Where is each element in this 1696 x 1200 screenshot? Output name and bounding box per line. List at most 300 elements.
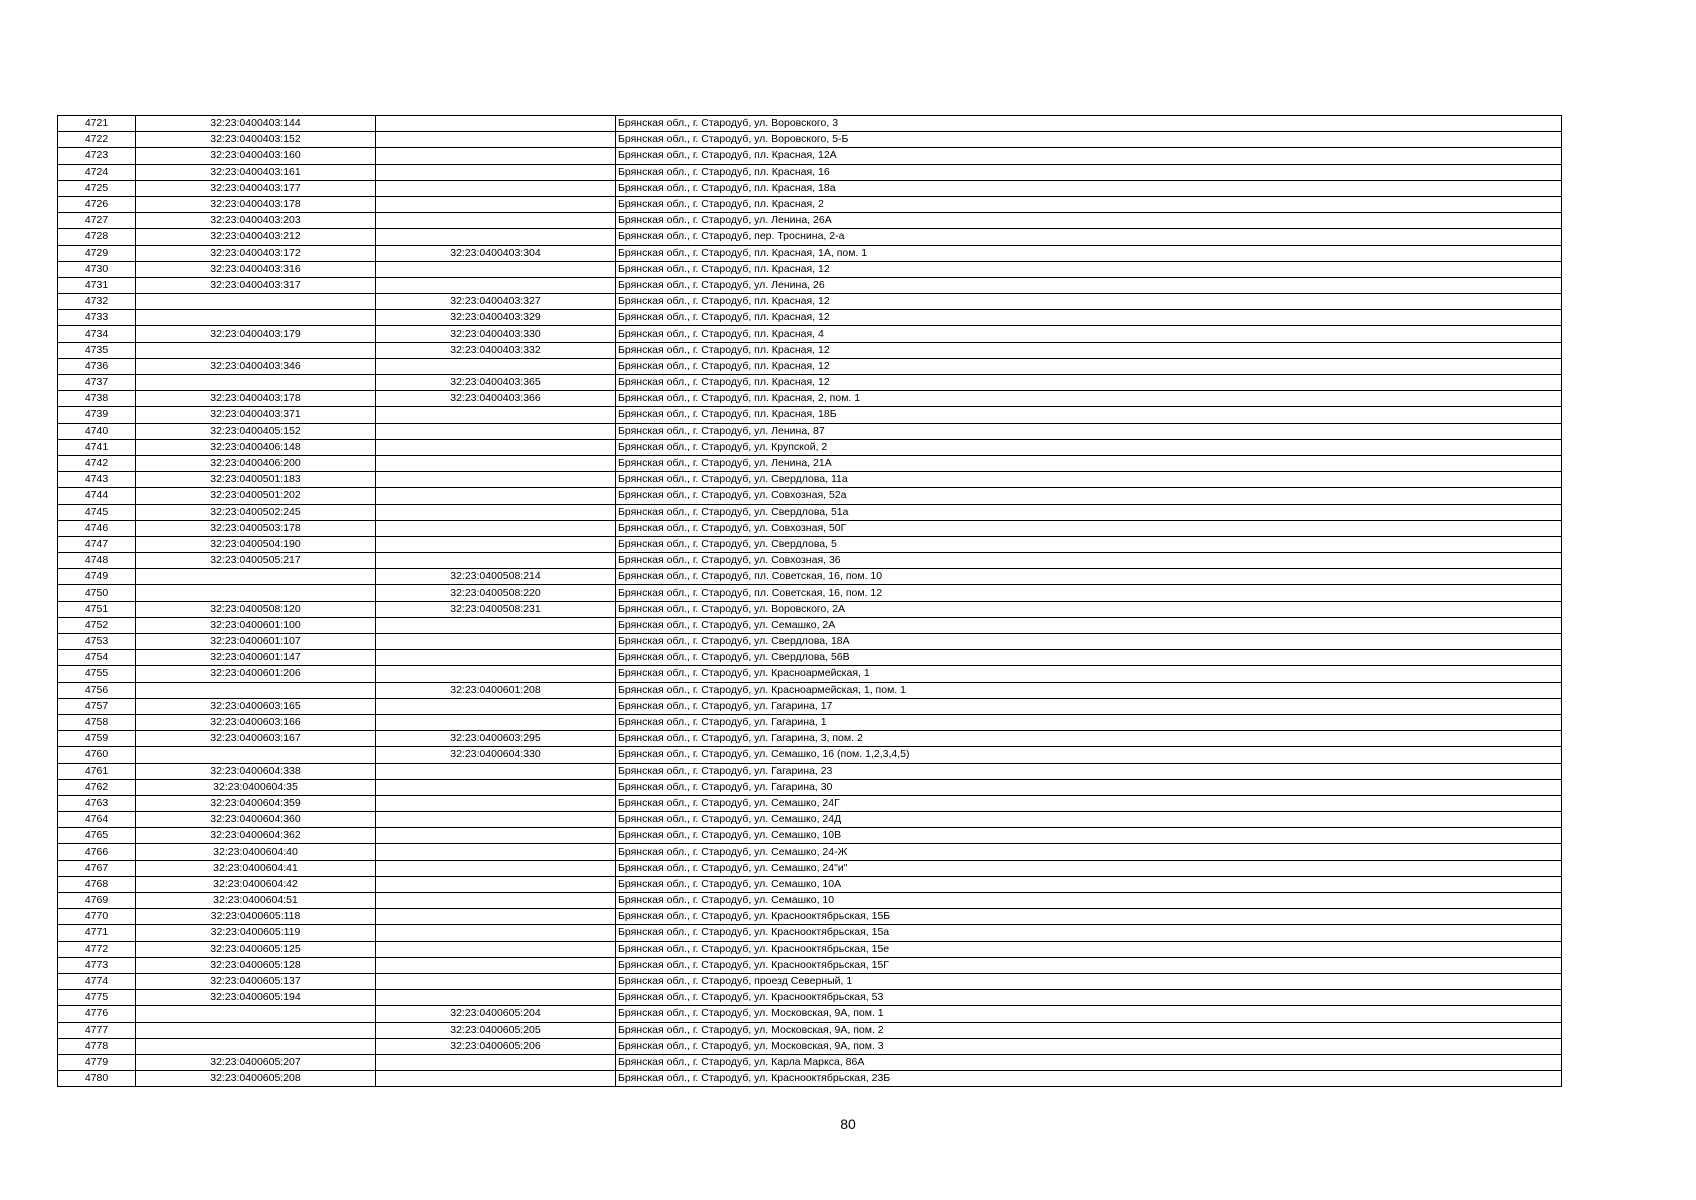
parent-cadastral-number-cell (376, 504, 616, 520)
table-row (58, 342, 1562, 358)
row-number-cell: 4760 (58, 747, 136, 763)
table-row (58, 779, 1562, 795)
table-row (58, 747, 1562, 763)
parent-cadastral-number-cell (376, 180, 616, 196)
address-cell: Брянская обл., г. Стародуб, ул. Ленина, 21А (616, 455, 1562, 471)
parent-cadastral-number-cell (376, 893, 616, 909)
address-cell: Брянская обл., г. Стародуб, ул. Краснооктябрьская, 15Г (616, 957, 1562, 973)
parent-cadastral-number-cell (376, 196, 616, 212)
table-row (58, 763, 1562, 779)
cadastral-number-cell: 32:23:0400403:178 (136, 391, 376, 407)
row-number-cell: 4753 (58, 634, 136, 650)
parent-cadastral-number-cell (376, 261, 616, 277)
cadastral-number-cell: 32:23:0400605:207 (136, 1054, 376, 1070)
table-row (58, 828, 1562, 844)
row-number-cell: 4761 (58, 763, 136, 779)
table-row (58, 1022, 1562, 1038)
address-cell: Брянская обл., г. Стародуб, пл. Советская, 16, пом. 10 (616, 569, 1562, 585)
parent-cadastral-number-cell: 32:23:0400605:204 (376, 1006, 616, 1022)
table-row (58, 310, 1562, 326)
table-row (58, 585, 1562, 601)
cadastral-number-cell: 32:23:0400604:51 (136, 893, 376, 909)
cadastral-number-cell: 32:23:0400605:194 (136, 990, 376, 1006)
table-row (58, 196, 1562, 212)
parent-cadastral-number-cell (376, 520, 616, 536)
row-number-cell: 4729 (58, 245, 136, 261)
address-cell: Брянская обл., г. Стародуб, пл. Красная, 18а (616, 180, 1562, 196)
table-row (58, 229, 1562, 245)
row-number-cell: 4768 (58, 876, 136, 892)
row-number-cell: 4766 (58, 844, 136, 860)
parent-cadastral-number-cell (376, 634, 616, 650)
row-number-cell: 4778 (58, 1038, 136, 1054)
cadastral-number-cell: 32:23:0400403:371 (136, 407, 376, 423)
row-number-cell: 4756 (58, 682, 136, 698)
address-cell: Брянская обл., г. Стародуб, пл. Красная, 16 (616, 164, 1562, 180)
cadastral-number-cell: 32:23:0400406:148 (136, 439, 376, 455)
table-row (58, 812, 1562, 828)
parent-cadastral-number-cell (376, 472, 616, 488)
row-number-cell: 4747 (58, 536, 136, 552)
table-row (58, 294, 1562, 310)
address-cell: Брянская обл., г. Стародуб, ул. Воровского, 5-Б (616, 132, 1562, 148)
row-number-cell: 4754 (58, 650, 136, 666)
parent-cadastral-number-cell (376, 795, 616, 811)
address-cell: Брянская обл., г. Стародуб, ул. Воровского, 3 (616, 116, 1562, 132)
parent-cadastral-number-cell: 32:23:0400403:327 (376, 294, 616, 310)
address-cell: Брянская обл., г. Стародуб, ул. Ленина, 26 (616, 277, 1562, 293)
table-row (58, 245, 1562, 261)
row-number-cell: 4738 (58, 391, 136, 407)
row-number-cell: 4732 (58, 294, 136, 310)
cadastral-number-cell: 32:23:0400604:360 (136, 812, 376, 828)
row-number-cell: 4751 (58, 601, 136, 617)
table-row (58, 601, 1562, 617)
parent-cadastral-number-cell (376, 277, 616, 293)
parent-cadastral-number-cell (376, 164, 616, 180)
parent-cadastral-number-cell: 32:23:0400601:208 (376, 682, 616, 698)
address-cell: Брянская обл., г. Стародуб, ул. Семашко, 24Г (616, 795, 1562, 811)
address-cell: Брянская обл., г. Стародуб, пл. Красная, 12 (616, 375, 1562, 391)
table-row (58, 472, 1562, 488)
parent-cadastral-number-cell (376, 650, 616, 666)
parent-cadastral-number-cell (376, 423, 616, 439)
address-cell: Брянская обл., г. Стародуб, пл. Красная, 1А, пом. 1 (616, 245, 1562, 261)
row-number-cell: 4765 (58, 828, 136, 844)
table-row (58, 893, 1562, 909)
row-number-cell: 4744 (58, 488, 136, 504)
row-number-cell: 4771 (58, 925, 136, 941)
cadastral-number-cell (136, 1006, 376, 1022)
table-row (58, 990, 1562, 1006)
parent-cadastral-number-cell (376, 439, 616, 455)
table-row (58, 860, 1562, 876)
table-row (58, 844, 1562, 860)
table-row (58, 714, 1562, 730)
table-row (58, 973, 1562, 989)
parent-cadastral-number-cell (376, 213, 616, 229)
cadastral-number-cell: 32:23:0400604:41 (136, 860, 376, 876)
cadastral-number-cell: 32:23:0400601:100 (136, 617, 376, 633)
table-row (58, 213, 1562, 229)
row-number-cell: 4772 (58, 941, 136, 957)
parent-cadastral-number-cell (376, 1054, 616, 1070)
cadastral-number-cell: 32:23:0400403:177 (136, 180, 376, 196)
address-cell: Брянская обл., г. Стародуб, ул. Семашко, 16 (пом. 1,2,3,4,5) (616, 747, 1562, 763)
row-number-cell: 4737 (58, 375, 136, 391)
table-row (58, 1006, 1562, 1022)
row-number-cell: 4746 (58, 520, 136, 536)
cadastral-number-cell (136, 342, 376, 358)
cadastral-number-cell (136, 569, 376, 585)
cadastral-number-cell: 32:23:0400403:172 (136, 245, 376, 261)
row-number-cell: 4759 (58, 731, 136, 747)
parent-cadastral-number-cell (376, 407, 616, 423)
cadastral-number-cell: 32:23:0400604:42 (136, 876, 376, 892)
address-cell: Брянская обл., г. Стародуб, ул. Крупской, 2 (616, 439, 1562, 455)
row-number-cell: 4757 (58, 698, 136, 714)
row-number-cell: 4752 (58, 617, 136, 633)
parent-cadastral-number-cell (376, 666, 616, 682)
address-cell: Брянская обл., г. Стародуб, ул. Воровского, 2А (616, 601, 1562, 617)
address-cell: Брянская обл., г. Стародуб, ул. Семашко, 24"и" (616, 860, 1562, 876)
parent-cadastral-number-cell (376, 1071, 616, 1087)
table-row (58, 925, 1562, 941)
table-row (58, 391, 1562, 407)
cadastral-number-cell: 32:23:0400501:202 (136, 488, 376, 504)
cadastral-number-cell (136, 682, 376, 698)
table-row (58, 148, 1562, 164)
table-row (58, 666, 1562, 682)
address-cell: Брянская обл., г. Стародуб, пл. Красная, 12А (616, 148, 1562, 164)
table-row (58, 180, 1562, 196)
row-number-cell: 4730 (58, 261, 136, 277)
cadastral-number-cell: 32:23:0400605:118 (136, 909, 376, 925)
row-number-cell: 4731 (58, 277, 136, 293)
address-cell: Брянская обл., г. Стародуб, ул. Гагарина, 30 (616, 779, 1562, 795)
parent-cadastral-number-cell (376, 763, 616, 779)
address-cell: Брянская обл., г. Стародуб, ул. Совхозная, 52а (616, 488, 1562, 504)
cadastral-number-cell (136, 294, 376, 310)
address-cell: Брянская обл., г. Стародуб, ул. Семашко, 24Д (616, 812, 1562, 828)
cadastral-number-cell (136, 1022, 376, 1038)
address-cell: Брянская обл., г. Стародуб, ул. Свердлова, 11а (616, 472, 1562, 488)
row-number-cell: 4763 (58, 795, 136, 811)
address-cell: Брянская обл., г. Стародуб, ул. Свердлова, 56В (616, 650, 1562, 666)
table-row (58, 1054, 1562, 1070)
parent-cadastral-number-cell (376, 844, 616, 860)
address-cell: Брянская обл., г. Стародуб, пл. Красная, 12 (616, 310, 1562, 326)
row-number-cell: 4764 (58, 812, 136, 828)
address-cell: Брянская обл., г. Стародуб, ул. Ленина, 26А (616, 213, 1562, 229)
parent-cadastral-number-cell: 32:23:0400403:329 (376, 310, 616, 326)
parent-cadastral-number-cell (376, 860, 616, 876)
cadastral-number-cell: 32:23:0400605:208 (136, 1071, 376, 1087)
parent-cadastral-number-cell: 32:23:0400604:330 (376, 747, 616, 763)
row-number-cell: 4724 (58, 164, 136, 180)
cadastral-number-cell (136, 310, 376, 326)
table-row (58, 520, 1562, 536)
table-row (58, 634, 1562, 650)
parent-cadastral-number-cell (376, 990, 616, 1006)
address-cell: Брянская обл., г. Стародуб, ул. Краснооктябрьская, 15Б (616, 909, 1562, 925)
table-row (58, 731, 1562, 747)
cadastral-number-cell: 32:23:0400403:316 (136, 261, 376, 277)
table-row (58, 536, 1562, 552)
page-number: 80 (840, 1116, 856, 1132)
address-cell: Брянская обл., г. Стародуб, ул. Гагарина, 23 (616, 763, 1562, 779)
address-cell: Брянская обл., г. Стародуб, ул. Карла Маркса, 86А (616, 1054, 1562, 1070)
row-number-cell: 4723 (58, 148, 136, 164)
address-cell: Брянская обл., г. Стародуб, ул. Гагарина, 3, пом. 2 (616, 731, 1562, 747)
row-number-cell: 4762 (58, 779, 136, 795)
table-row (58, 455, 1562, 471)
table-row (58, 504, 1562, 520)
table-row (58, 617, 1562, 633)
cadastral-number-cell (136, 585, 376, 601)
table-row (58, 941, 1562, 957)
address-cell: Брянская обл., г. Стародуб, ул. Семашко, 10А (616, 876, 1562, 892)
address-cell: Брянская обл., г. Стародуб, ул. Семашко, 24-Ж (616, 844, 1562, 860)
parent-cadastral-number-cell (376, 698, 616, 714)
row-number-cell: 4769 (58, 893, 136, 909)
table-row (58, 876, 1562, 892)
row-number-cell: 4726 (58, 196, 136, 212)
row-number-cell: 4745 (58, 504, 136, 520)
parent-cadastral-number-cell: 32:23:0400403:332 (376, 342, 616, 358)
cadastral-number-cell: 32:23:0400601:107 (136, 634, 376, 650)
address-cell: Брянская обл., г. Стародуб, пл. Красная, 18Б (616, 407, 1562, 423)
address-cell: Брянская обл., г. Стародуб, ул. Краснооктябрьская, 23Б (616, 1071, 1562, 1087)
cadastral-number-cell: 32:23:0400406:200 (136, 455, 376, 471)
cadastral-number-cell: 32:23:0400405:152 (136, 423, 376, 439)
table-row (58, 1071, 1562, 1087)
row-number-cell: 4770 (58, 909, 136, 925)
cadastral-number-cell: 32:23:0400604:359 (136, 795, 376, 811)
parent-cadastral-number-cell (376, 828, 616, 844)
row-number-cell: 4722 (58, 132, 136, 148)
cadastral-number-cell: 32:23:0400603:165 (136, 698, 376, 714)
cadastral-number-cell: 32:23:0400604:35 (136, 779, 376, 795)
cadastral-number-cell: 32:23:0400502:245 (136, 504, 376, 520)
table-row (58, 909, 1562, 925)
parent-cadastral-number-cell: 32:23:0400403:366 (376, 391, 616, 407)
address-cell: Брянская обл., г. Стародуб, ул. Московская, 9А, пом. 2 (616, 1022, 1562, 1038)
table-row (58, 650, 1562, 666)
address-cell: Брянская обл., г. Стародуб, ул. Свердлова, 51а (616, 504, 1562, 520)
row-number-cell: 4742 (58, 455, 136, 471)
row-number-cell: 4777 (58, 1022, 136, 1038)
cadastral-number-cell: 32:23:0400501:183 (136, 472, 376, 488)
address-cell: Брянская обл., г. Стародуб, ул. Совхозная, 50Г (616, 520, 1562, 536)
address-cell: Брянская обл., г. Стародуб, ул. Семашко, 2А (616, 617, 1562, 633)
cadastral-number-cell (136, 1038, 376, 1054)
parent-cadastral-number-cell: 32:23:0400508:231 (376, 601, 616, 617)
parent-cadastral-number-cell: 32:23:0400403:304 (376, 245, 616, 261)
cadastral-number-cell: 32:23:0400604:40 (136, 844, 376, 860)
cadastral-number-cell: 32:23:0400403:178 (136, 196, 376, 212)
row-number-cell: 4727 (58, 213, 136, 229)
cadastral-number-cell: 32:23:0400403:212 (136, 229, 376, 245)
address-cell: Брянская обл., г. Стародуб, ул. Московская, 9А, пом. 1 (616, 1006, 1562, 1022)
table-row (58, 277, 1562, 293)
address-cell: Брянская обл., г. Стародуб, ул. Семашко, 10 (616, 893, 1562, 909)
table-row (58, 375, 1562, 391)
table-row (58, 957, 1562, 973)
cadastral-number-cell: 32:23:0400403:144 (136, 116, 376, 132)
cadastral-number-cell: 32:23:0400403:203 (136, 213, 376, 229)
parent-cadastral-number-cell (376, 909, 616, 925)
table-row (58, 698, 1562, 714)
address-cell: Брянская обл., г. Стародуб, ул. Московская, 9А, пом. 3 (616, 1038, 1562, 1054)
address-cell: Брянская обл., г. Стародуб, пл. Красная, 2 (616, 196, 1562, 212)
address-cell: Брянская обл., г. Стародуб, пл. Советская, 16, пом. 12 (616, 585, 1562, 601)
cadastral-number-cell: 32:23:0400604:338 (136, 763, 376, 779)
table-row (58, 407, 1562, 423)
table-row (58, 116, 1562, 132)
row-number-cell: 4734 (58, 326, 136, 342)
cadastral-number-cell: 32:23:0400605:119 (136, 925, 376, 941)
cadastral-number-cell: 32:23:0400605:125 (136, 941, 376, 957)
row-number-cell: 4750 (58, 585, 136, 601)
address-cell: Брянская обл., г. Стародуб, ул. Совхозная, 36 (616, 553, 1562, 569)
cadastral-number-cell: 32:23:0400603:167 (136, 731, 376, 747)
address-cell: Брянская обл., г. Стародуб, ул. Краснооктябрьская, 53 (616, 990, 1562, 1006)
cadastral-number-cell (136, 375, 376, 391)
cadastral-number-cell: 32:23:0400505:217 (136, 553, 376, 569)
table-row (58, 132, 1562, 148)
cadastral-number-cell: 32:23:0400604:362 (136, 828, 376, 844)
table-row (58, 795, 1562, 811)
cadastral-number-cell: 32:23:0400601:206 (136, 666, 376, 682)
address-cell: Брянская обл., г. Стародуб, ул. Свердлова, 5 (616, 536, 1562, 552)
parent-cadastral-number-cell (376, 229, 616, 245)
cadastral-number-cell: 32:23:0400403:346 (136, 358, 376, 374)
row-number-cell: 4779 (58, 1054, 136, 1070)
parent-cadastral-number-cell (376, 925, 616, 941)
registry-body (58, 116, 1562, 1087)
parent-cadastral-number-cell: 32:23:0400605:206 (376, 1038, 616, 1054)
parent-cadastral-number-cell (376, 714, 616, 730)
address-cell: Брянская обл., г. Стародуб, ул. Ленина, 87 (616, 423, 1562, 439)
parent-cadastral-number-cell: 32:23:0400403:365 (376, 375, 616, 391)
address-cell: Брянская обл., г. Стародуб, пл. Красная, 2, пом. 1 (616, 391, 1562, 407)
row-number-cell: 4740 (58, 423, 136, 439)
parent-cadastral-number-cell: 32:23:0400603:295 (376, 731, 616, 747)
table-row (58, 488, 1562, 504)
row-number-cell: 4728 (58, 229, 136, 245)
parent-cadastral-number-cell (376, 148, 616, 164)
cadastral-number-cell: 32:23:0400605:137 (136, 973, 376, 989)
address-cell: Брянская обл., г. Стародуб, ул. Красноармейская, 1 (616, 666, 1562, 682)
address-cell: Брянская обл., г. Стародуб, пл. Красная, 12 (616, 358, 1562, 374)
cadastral-number-cell: 32:23:0400403:161 (136, 164, 376, 180)
address-cell: Брянская обл., г. Стародуб, проезд Северный, 1 (616, 973, 1562, 989)
cadastral-number-cell: 32:23:0400403:179 (136, 326, 376, 342)
parent-cadastral-number-cell (376, 812, 616, 828)
cadastral-number-cell: 32:23:0400508:120 (136, 601, 376, 617)
row-number-cell: 4741 (58, 439, 136, 455)
address-cell: Брянская обл., г. Стародуб, ул. Гагарина, 1 (616, 714, 1562, 730)
registry-table (57, 115, 1562, 1087)
row-number-cell: 4755 (58, 666, 136, 682)
cadastral-number-cell: 32:23:0400603:166 (136, 714, 376, 730)
parent-cadastral-number-cell (376, 488, 616, 504)
row-number-cell: 4721 (58, 116, 136, 132)
row-number-cell: 4775 (58, 990, 136, 1006)
address-cell: Брянская обл., г. Стародуб, пл. Красная, 12 (616, 261, 1562, 277)
address-cell: Брянская обл., г. Стародуб, пер. Троснина, 2-а (616, 229, 1562, 245)
parent-cadastral-number-cell (376, 957, 616, 973)
row-number-cell: 4725 (58, 180, 136, 196)
table-row (58, 164, 1562, 180)
cadastral-number-cell: 32:23:0400601:147 (136, 650, 376, 666)
parent-cadastral-number-cell (376, 132, 616, 148)
row-number-cell: 4735 (58, 342, 136, 358)
cadastral-number-cell: 32:23:0400503:178 (136, 520, 376, 536)
cadastral-number-cell: 32:23:0400504:190 (136, 536, 376, 552)
address-cell: Брянская обл., г. Стародуб, ул. Краснооктябрьская, 15е (616, 941, 1562, 957)
cadastral-number-cell (136, 747, 376, 763)
parent-cadastral-number-cell (376, 941, 616, 957)
parent-cadastral-number-cell (376, 455, 616, 471)
address-cell: Брянская обл., г. Стародуб, ул. Красноармейская, 1, пом. 1 (616, 682, 1562, 698)
parent-cadastral-number-cell: 32:23:0400508:214 (376, 569, 616, 585)
row-number-cell: 4748 (58, 553, 136, 569)
address-cell: Брянская обл., г. Стародуб, ул. Свердлова, 18А (616, 634, 1562, 650)
address-cell: Брянская обл., г. Стародуб, пл. Красная, 4 (616, 326, 1562, 342)
row-number-cell: 4773 (58, 957, 136, 973)
row-number-cell: 4780 (58, 1071, 136, 1087)
cadastral-number-cell: 32:23:0400403:317 (136, 277, 376, 293)
table-row (58, 553, 1562, 569)
parent-cadastral-number-cell (376, 536, 616, 552)
table-row (58, 1038, 1562, 1054)
table-row (58, 358, 1562, 374)
parent-cadastral-number-cell: 32:23:0400403:330 (376, 326, 616, 342)
address-cell: Брянская обл., г. Стародуб, ул. Гагарина, 17 (616, 698, 1562, 714)
parent-cadastral-number-cell (376, 779, 616, 795)
row-number-cell: 4774 (58, 973, 136, 989)
parent-cadastral-number-cell (376, 553, 616, 569)
row-number-cell: 4736 (58, 358, 136, 374)
row-number-cell: 4749 (58, 569, 136, 585)
parent-cadastral-number-cell (376, 617, 616, 633)
row-number-cell: 4767 (58, 860, 136, 876)
address-cell: Брянская обл., г. Стародуб, ул. Краснооктябрьская, 15а (616, 925, 1562, 941)
parent-cadastral-number-cell: 32:23:0400508:220 (376, 585, 616, 601)
row-number-cell: 4758 (58, 714, 136, 730)
parent-cadastral-number-cell (376, 116, 616, 132)
table-row (58, 423, 1562, 439)
parent-cadastral-number-cell (376, 876, 616, 892)
address-cell: Брянская обл., г. Стародуб, пл. Красная, 12 (616, 342, 1562, 358)
table-row (58, 439, 1562, 455)
table-row (58, 261, 1562, 277)
row-number-cell: 4733 (58, 310, 136, 326)
parent-cadastral-number-cell: 32:23:0400605:205 (376, 1022, 616, 1038)
address-cell: Брянская обл., г. Стародуб, ул. Семашко, 10В (616, 828, 1562, 844)
address-cell: Брянская обл., г. Стародуб, пл. Красная, 12 (616, 294, 1562, 310)
table-row (58, 682, 1562, 698)
cadastral-number-cell: 32:23:0400403:152 (136, 132, 376, 148)
table-row (58, 326, 1562, 342)
row-number-cell: 4743 (58, 472, 136, 488)
row-number-cell: 4739 (58, 407, 136, 423)
cadastral-number-cell: 32:23:0400403:160 (136, 148, 376, 164)
parent-cadastral-number-cell (376, 358, 616, 374)
cadastral-number-cell: 32:23:0400605:128 (136, 957, 376, 973)
